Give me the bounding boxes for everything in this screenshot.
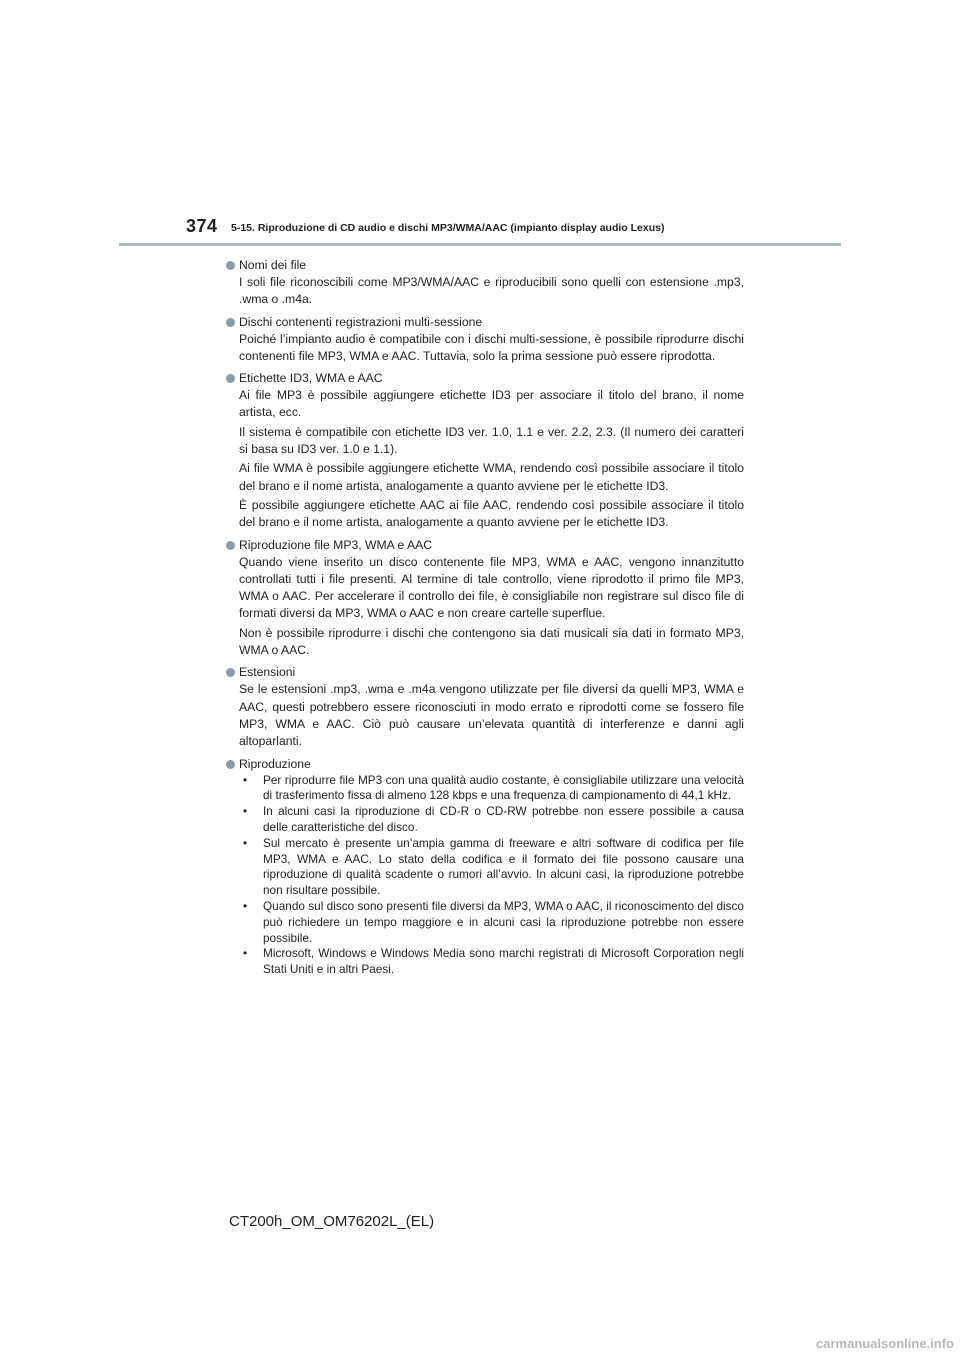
sub-list-item <box>239 773 744 805</box>
section-heading-text: Dischi contenenti registrazioni multi-sessione <box>239 314 483 329</box>
bullet-icon <box>226 261 235 270</box>
paragraph: Il sistema è compatibile con etichette ID3 ver. 1.0, 1.1 e ver. 2.2, 2.3. (Il numero dei caratteri si basa su ID3 ver. 1.0 e 1.1). <box>239 424 744 457</box>
section-heading-text: Riproduzione <box>239 756 311 771</box>
section-heading-text: Nomi dei file <box>239 258 307 272</box>
sub-bullet-icon: • <box>243 835 248 850</box>
bullet-icon <box>226 318 235 327</box>
sub-list-item <box>239 899 744 946</box>
paragraph: Se le estensioni .mp3, .wma e .m4a vengono utilizzate per file diversi da quelli MP3, WMA e AAC, questi potrebbero essere riconosciuti in modo errato e riprodotti come se fossero file MP3, WMA e AAC. Ciò può causare un’elevata quantità di interferenze e danni agli altoparlanti. <box>239 682 744 749</box>
main-content <box>226 256 744 978</box>
sub-list-item-text: Quando sul disco sono presenti file diversi da MP3, WMA o AAC, il riconoscimento del disco può richiedere un tempo maggiore e in alcuni casi la riproduzione potrebbe non essere possibile. <box>263 898 744 945</box>
section-heading <box>226 755 744 773</box>
section-heading-text: Estensioni <box>239 665 296 680</box>
watermark: carmanualsonline.info <box>816 1336 954 1351</box>
bullet-icon <box>226 374 235 383</box>
sub-list-item-text: Per riprodurre file MP3 con una qualità audio costante, è consigliabile utilizzare una velocità di trasferimento fissa di almeno 128 kbps e una frequenza di campionamento di 44,1 kHz. <box>263 772 744 803</box>
paragraph: È possibile aggiungere etichette AAC ai file AAC, rendendo così possibile associare il titolo del brano e il nome artista, analogamente a quanto avviene per le etichette ID3. <box>239 497 744 530</box>
bullet-icon <box>226 760 235 769</box>
paragraph: Ai file WMA è possibile aggiungere etichette WMA, rendendo così possibile associare il titolo del brano e il nome artista, analogamente a quanto avviene per le etichette ID3. <box>239 461 744 493</box>
section-title: 5-15. Riproduzione di CD audio e dischi MP3/WMA/AAC (impianto display audio Lexus) <box>231 222 665 234</box>
paragraph: I soli file riconoscibili come MP3/WMA/AAC e riproducibili sono quelli con estensione .mp3, .wma o .m4a. <box>239 275 744 307</box>
section-heading <box>226 256 744 274</box>
section-heading <box>226 369 744 387</box>
header-divider <box>119 243 841 246</box>
document-code: CT200h_OM_OM76202L_(EL) <box>229 1213 435 1230</box>
sub-list-item-text: In alcuni casi la riproduzione di CD-R o CD-RW potrebbe non essere possibile a causa delle caratteristiche del disco. <box>263 804 744 834</box>
paragraph: Poiché l’impianto audio è compatibile con i dischi multi-sessione, è possibile riprodurre dischi contenenti file MP3, WMA e AAC. Tuttavia, solo la prima sessione può essere riprodotta. <box>239 331 744 363</box>
sub-list-item-text: Microsoft, Windows e Windows Media sono marchi registrati di Microsoft Corporation negli Stati Uniti e in altri Paesi. <box>263 946 744 977</box>
page-number: 374 <box>186 216 218 236</box>
bullet-icon <box>226 541 235 550</box>
section-heading <box>226 536 744 554</box>
bullet-icon <box>226 668 235 677</box>
section-heading <box>226 663 744 681</box>
section-heading <box>226 313 744 331</box>
paragraph: Non è possibile riprodurre i dischi che contengono sia dati musicali sia dati in formato MP3, WMA o AAC. <box>239 625 744 658</box>
paragraph: Ai file MP3 è possibile aggiungere etichette ID3 per associare il titolo del brano, il nome artista, ecc. <box>239 388 744 420</box>
section-heading-text: Etichette ID3, WMA e AAC <box>239 371 383 386</box>
sub-list-item <box>239 946 744 978</box>
sub-list <box>239 773 744 978</box>
sub-list-item-text: Sul mercato è presente un’ampia gamma di freeware e altri software di codifica per file MP3, WMA e AAC. Lo stato della codifica e il formato dei file possono causare una riproduzione di qualità scadente o rumori all’avvio. In alcuni casi, la riproduzione potrebbe non risultare possibile. <box>263 835 744 898</box>
sub-list-item <box>239 836 744 899</box>
sub-bullet-icon: • <box>243 804 248 819</box>
sub-list-item <box>239 804 744 836</box>
sub-bullet-icon: • <box>243 772 248 787</box>
sub-bullet-icon: • <box>243 898 248 913</box>
paragraph: Quando viene inserito un disco contenente file MP3, WMA e AAC, vengono innanzitutto controllati tutti i file presenti. Al termine di tale controllo, viene riprodotto il primo file MP3, WMA o AAC. Per accelerare il controllo dei file, è consigliabile non registrare sul disco file di formati diversi da MP3, WMA o AAC e non creare cartelle superflue. <box>239 554 744 621</box>
section-heading-text: Riproduzione file MP3, WMA e AAC <box>239 537 433 552</box>
sub-bullet-icon: • <box>243 946 248 961</box>
